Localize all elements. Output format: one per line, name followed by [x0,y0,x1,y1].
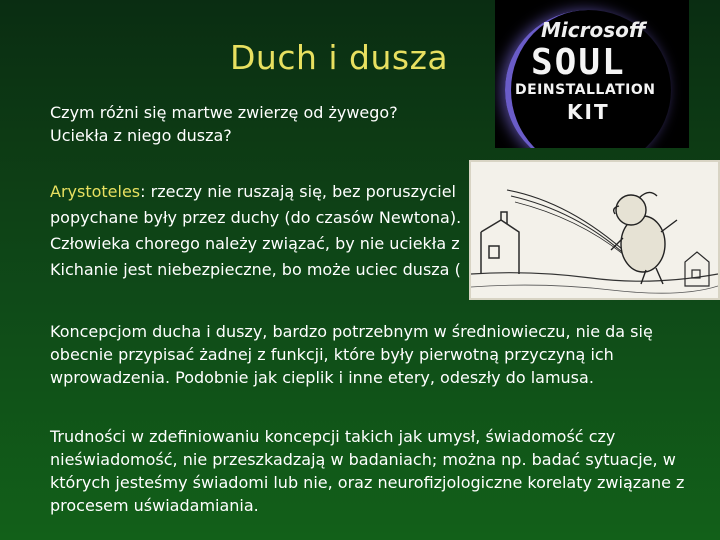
aristotle-name: Arystoteles [50,182,141,201]
intro-paragraph [50,101,470,147]
sneeze-cartoon-image [469,160,720,300]
aristotle-line-2: popychane były przez duchy (do czasów Newtona). [50,208,462,227]
logo-deinstallation-text: DEINSTALLATION [515,82,656,98]
intro-line-1: Czym różni się martwe zwierzę od żywego? [50,103,398,122]
intro-line-2: Uciekła z niego dusza? [50,126,232,145]
aristotle-line-1 [50,180,490,206]
aristotle-paragraph [50,180,490,284]
logo-kit-text: KIT [567,100,610,124]
concepts-paragraph: Koncepcjom ducha i duszy, bardzo potrzebnym w średniowieczu, nie da się obecnie przypisać żadnej z funkcji, które były pierwotną przyczyną ich wprowadzenia. Podobnie jak cieplik i inne etery, odeszły do lamusa. [50,322,653,387]
difficulties-paragraph: Trudności w zdefiniowaniu koncepcji takich jak umysł, świadomość czy nieświadomość, nie przeszkadzają w badaniach; można np. badać sytuacje, w których jesteśmy świadomi lub nie, oraz neurofizjologiczne korelaty związane z procesem uświadamiania. [50,427,685,515]
logo-brand-text: Microsoff [541,18,646,42]
cartoon-drawing [471,162,718,298]
aristotle-line-4: Kichanie jest niebezpieczne, bo może uciec dusza ( [50,260,461,279]
aristotle-line-1-rest: : rzeczy nie ruszają się, bez poruszyciel [140,182,456,201]
soul-deinstallation-kit-logo [495,0,689,148]
aristotle-line-3: Człowieka chorego należy związać, by nie uciekła z [50,234,460,253]
logo-soul-text: SOUL [531,42,626,83]
slide-title: Duch i dusza [230,38,449,77]
